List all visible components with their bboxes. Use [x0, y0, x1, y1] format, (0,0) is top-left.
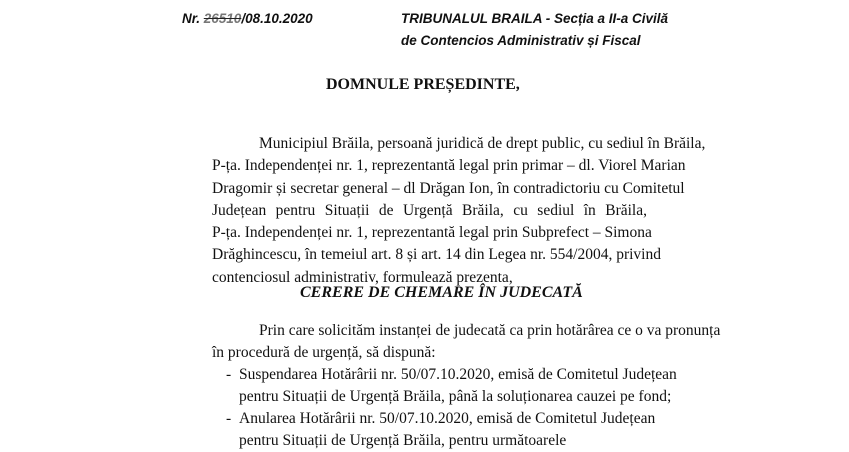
- list-item: [212, 364, 677, 408]
- document-reference: [182, 11, 313, 26]
- paragraph-line: Dragomir și secretar general – dl Drăgan Ion, în contradictoriu cu Comitetul: [212, 179, 685, 197]
- reference-date: /08.10.2020: [241, 11, 313, 26]
- reference-prefix: Nr.: [182, 11, 204, 26]
- list-item-line: pentru Situații de Urgență Brăila, pentru următoarele: [239, 432, 567, 449]
- request-list: [212, 364, 677, 452]
- court-name: TRIBUNALUL BRAILA - Secția a II-a Civilă: [401, 11, 669, 26]
- court-section: de Contencios Administrativ și Fiscal: [401, 33, 641, 48]
- list-item: [212, 408, 656, 452]
- paragraph-line: P-ța. Independenței nr. 1, reprezentantă legal prin Subprefect – Simona: [212, 224, 652, 242]
- paragraph-line: Municipiul Brăila, persoană juridică de drept public, cu sediul în Brăila,: [259, 135, 706, 152]
- request-paragraph: [212, 320, 721, 365]
- intro-paragraph: [212, 133, 706, 289]
- paragraph-line: Prin care solicităm instanței de judecată ca prin hotărârea ce o va pronunța: [259, 322, 721, 339]
- paragraph-line: P-ța. Independenței nr. 1, reprezentantă legal prin primar – dl. Viorel Marian: [212, 157, 686, 175]
- list-marker: -: [226, 410, 232, 427]
- paragraph-line: Județean pentru Situații de Urgență Brăila, cu sediul în Brăila,: [212, 201, 647, 219]
- paragraph-line: Drăghincescu, în temeiul art. 8 și art. 14 din Legea nr. 554/2004, privind: [212, 246, 661, 264]
- salutation: DOMNULE PREȘEDINTE,: [326, 76, 520, 93]
- list-item-line: pentru Situații de Urgență Brăila, până la soluționarea cauzei pe fond;: [239, 388, 672, 405]
- list-item-line: Anularea Hotărârii nr. 50/07.10.2020, emisă de Comitetul Județean: [239, 410, 656, 427]
- list-marker: -: [226, 366, 232, 383]
- reference-number-handwritten: 26510: [203, 11, 242, 26]
- paragraph-line: în procedură de urgență, să dispună:: [212, 344, 436, 362]
- list-item-line: Suspendarea Hotărârii nr. 50/07.10.2020, emisă de Comitetul Județean: [239, 366, 677, 383]
- paragraph-line: contenciosul administrativ, formulează prezenta,: [212, 268, 513, 286]
- section-title: CERERE DE CHEMARE ÎN JUDECATĂ: [300, 284, 583, 301]
